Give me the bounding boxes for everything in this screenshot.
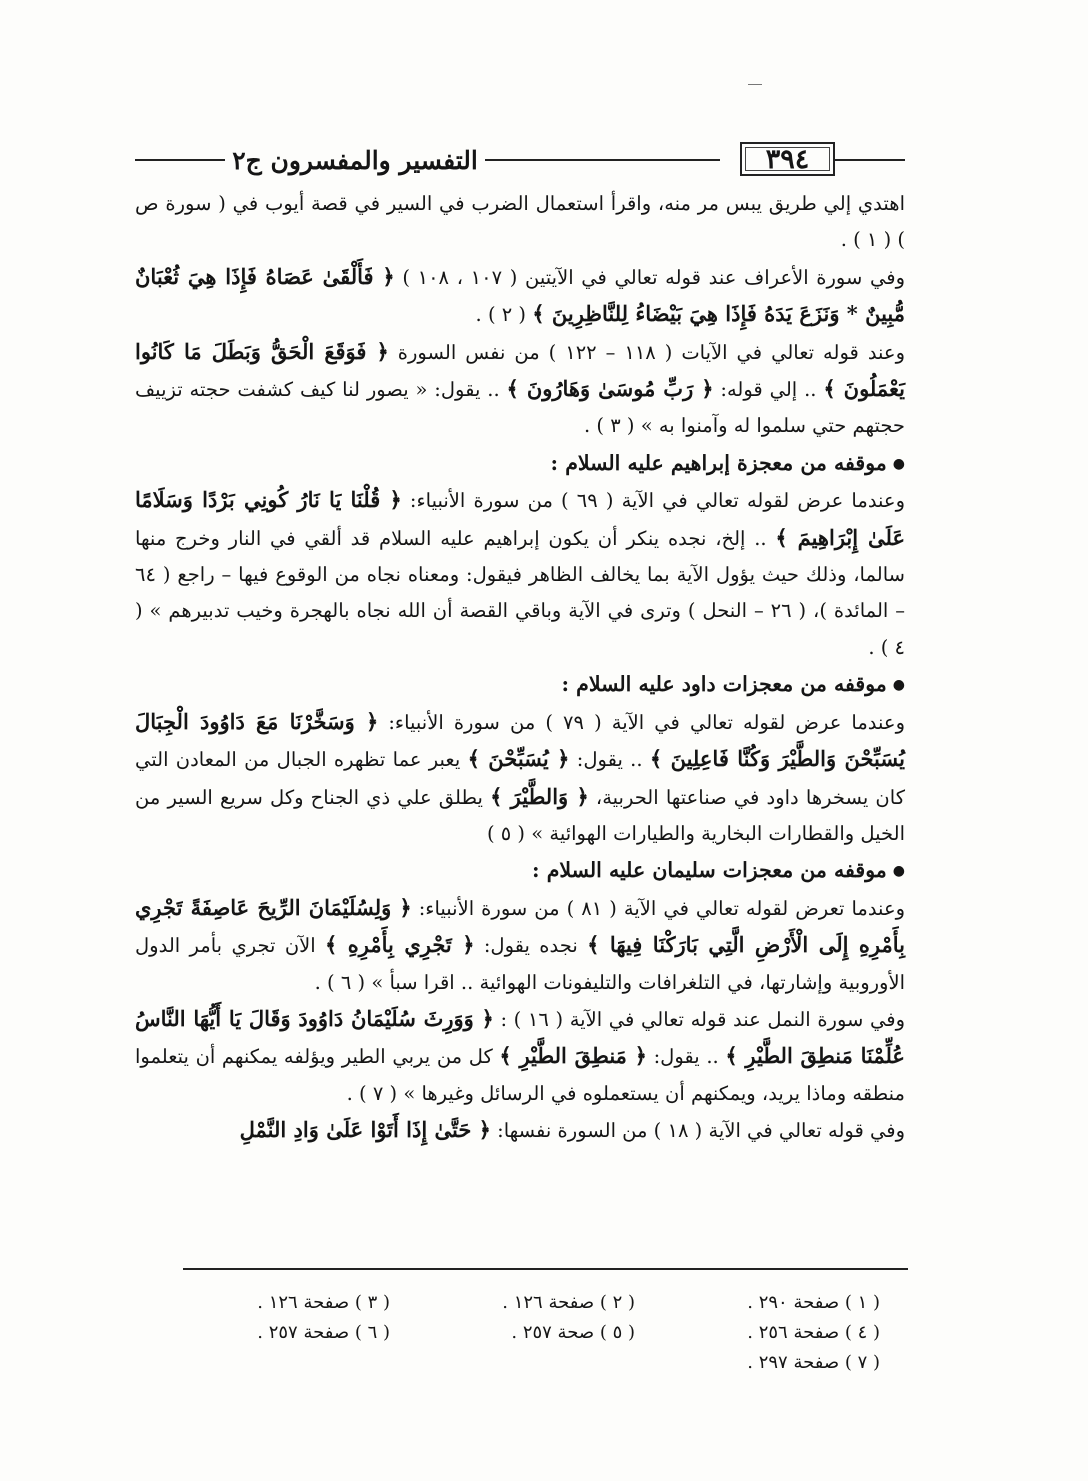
section-heading: ● موقفه من معجزات داود عليه السلام : xyxy=(135,666,905,703)
header-rule-right xyxy=(835,159,905,161)
footnote: ( ٧ ) صفحة ٢٩٧ . xyxy=(747,1352,880,1373)
paragraph: وعندما تعرض لقوله تعالي في الآية ( ٨١ ) من سورة الأنبياء: ﴿ وَلِسُلَيْمَانَ الرِّيحَ عَاصِفَةً تَجْرِي بِأَمْرِهِ إِلَى الْأَرْضِ الَّتِي بَارَكْنَا فِيهَا ﴾ نجده يقول: ﴿ تَجْرِي بِأَمْرِهِ ﴾ الآن تجري بأمر الدول الأوروبية وإشارتها، في التلغرافات والتليفونات الهوائية .. اقرا سبأ » ( ٦ ) . xyxy=(135,894,905,994)
quran-quote: ﴿ رَبِّ مُوسَىٰ وَهَارُونَ ﴾ xyxy=(506,376,714,402)
paragraph: وعندما عرض لقوله تعالي في الآية ( ٦٩ ) من سورة الأنبياء: ﴿ قُلْنَا يَا نَارُ كُونِي بَرْدًا وَسَلَامًا عَلَىٰ إِبْرَاهِيمَ ﴾ .. إلخ، نجده ينكر أن يكون إبراهيم عليه السلام قد ألقي في النار وخرج منها سالما، وذلك حيث يؤول الآية بما يخالف الظاهر فيقول: ومعناه نجاه من الوقوع فيها – راجع ( ٦٤ – المائدة )، ( ٢٦ – النحل ) وترى في الآية وباقي القصة أن الله نجاه بالهجرة وخيب تدبيرهم » ( ٤ ) . xyxy=(135,487,905,659)
page-header xyxy=(135,140,905,180)
quran-quote: ﴿ تَجْرِي بِأَمْرِهِ ﴾ xyxy=(325,932,475,958)
quran-quote: ﴿ وَالطَّيْرَ ﴾ xyxy=(490,783,589,809)
quran-quote: ﴿ فَأَلْقَىٰ عَصَاهُ فَإِذَا هِيَ ثُعْبَانٌ مُّبِينٌ * وَنَزَعَ يَدَهُ فَإِذَا هِيَ بَيْضَاءُ لِلنَّاظِرِينَ ﴾ xyxy=(135,263,905,327)
page-number: ٣٩٤ xyxy=(765,143,810,175)
footnote: ( ٦ ) صفحة ٢٥٧ . xyxy=(257,1322,390,1343)
quran-quote: ﴿ فَوَقَعَ الْحَقُّ وَبَطَلَ مَا كَانُوا يَعْمَلُونَ ﴾ xyxy=(135,338,905,402)
footnote: ( ١ ) صفحة ٢٩٠ . xyxy=(747,1292,880,1313)
paragraph: وفي قوله تعالي في الآية ( ١٨ ) من السورة نفسها: ﴿ حَتَّىٰ إِذَا أَتَوْا عَلَىٰ وَادِ النَّمْلِ xyxy=(239,1117,905,1143)
footnotes xyxy=(180,1288,880,1378)
footnote-row xyxy=(180,1318,880,1348)
footnote: ( ٤ ) صفحة ٢٥٦ . xyxy=(747,1322,880,1343)
footnote: ( ٢ ) صفحة ١٢٦ . xyxy=(502,1292,635,1313)
page-number-box xyxy=(740,142,835,176)
header-rule-middle xyxy=(485,159,720,161)
quran-quote: ﴿ وَلِسُلَيْمَانَ الرِّيحَ عَاصِفَةً تَجْرِي بِأَمْرِهِ إِلَى الْأَرْضِ الَّتِي بَارَكْنَا فِيهَا ﴾ xyxy=(135,894,905,958)
quran-quote: ﴿ وَوَرِثَ سُلَيْمَانُ دَاوُودَ وَقَالَ يَا أَيُّهَا النَّاسُ عُلِّمْنَا مَنطِقَ الطَّيْرِ ﴾ xyxy=(135,1005,905,1069)
footnote: ( ٥ ) صحة ٢٥٧ . xyxy=(511,1322,635,1343)
paragraph: وفي سورة النمل عند قوله تعالي في الآية ( ١٦ ) : ﴿ وَوَرِثَ سُلَيْمَانُ دَاوُودَ وَقَالَ يَا أَيُّهَا النَّاسُ عُلِّمْنَا مَنطِقَ الطَّيْرِ ﴾ .. يقول: ﴿ مَنطِقَ الطَّيْرِ ﴾ كل من يربي الطير ويؤلفه يمكنهم أن يتعلموا منطقه وماذا يريد، ويمكنهم أن يستعملوه في الرسائل وغيرها » ( ٧ ) . xyxy=(135,1005,905,1105)
paragraph: وعند قوله تعالي في الآيات ( ١١٨ – ١٢٢ ) من نفس السورة ﴿ فَوَقَعَ الْحَقُّ وَبَطَلَ مَا كَانُوا يَعْمَلُونَ ﴾ .. إلي قوله: ﴿ رَبِّ مُوسَىٰ وَهَارُونَ ﴾ .. يقول: « يصور لنا كيف كشفت حجته تزييف حجتهم حتي سلموا له وآمنوا به » ( ٣ ) . xyxy=(135,338,905,438)
quran-quote: ﴿ حَتَّىٰ إِذَا أَتَوْا عَلَىٰ وَادِ النَّمْلِ xyxy=(239,1117,491,1143)
paragraph: وفي سورة الأعراف عند قوله تعالي في الآيتين ( ١٠٧ ، ١٠٨ ) ﴿ فَأَلْقَىٰ عَصَاهُ فَإِذَا هِيَ ثُعْبَانٌ مُّبِينٌ * وَنَزَعَ يَدَهُ فَإِذَا هِيَ بَيْضَاءُ لِلنَّاظِرِينَ ﴾ ( ٢ ) . xyxy=(135,263,905,327)
quran-quote: ﴿ يُسَبِّحْنَ ﴾ xyxy=(467,746,570,772)
quran-quote: ﴿ مَنطِقَ الطَّيْرِ ﴾ xyxy=(499,1043,647,1069)
footnote-row xyxy=(180,1288,880,1318)
section-heading: ● موقفه من معجزات سليمان عليه السلام : xyxy=(135,852,905,889)
footnote: ( ٣ ) صفحة ١٢٦ . xyxy=(257,1292,390,1313)
quran-quote: ﴿ وَسَخَّرْنَا مَعَ دَاوُودَ الْجِبَالَ يُسَبِّحْنَ وَالطَّيْرَ وَكُنَّا فَاعِلِينَ ﴾ xyxy=(135,708,905,772)
quran-quote: ﴿ قُلْنَا يَا نَارُ كُونِي بَرْدًا وَسَلَامًا عَلَىٰ إِبْرَاهِيمَ ﴾ xyxy=(135,487,905,550)
scan-speck xyxy=(748,84,762,85)
section-heading: ● موقفه من معجزة إبراهيم عليه السلام : xyxy=(135,445,905,482)
header-rule-left xyxy=(135,159,225,161)
paragraph: اهتدي إلي طريق يبس مر منه، واقرأ استعمال الضرب في السير في قصة أيوب في ( سورة ص ) ( ١ ) . xyxy=(135,192,905,252)
paragraph: وعندما عرض لقوله تعالي في الآية ( ٧٩ ) من سورة الأنبياء: ﴿ وَسَخَّرْنَا مَعَ دَاوُودَ الْجِبَالَ يُسَبِّحْنَ وَالطَّيْرَ وَكُنَّا فَاعِلِينَ ﴾ .. يقول: ﴿ يُسَبِّحْنَ ﴾ يعبر عما تظهره الجبال من المعادن التي كان يسخرها داود في صناعتها الحربية، ﴿ وَالطَّيْرَ ﴾ يطلق علي ذي الجناح وكل سريع السير من الخيل والقطارات البخارية والطيارات الهوائية » ( ٥ ) xyxy=(135,708,905,845)
footnote-row xyxy=(180,1348,880,1378)
main-text xyxy=(135,186,905,1150)
footnote-separator xyxy=(183,1268,908,1270)
running-title: التفسير والمفسرون ج٢ xyxy=(232,145,478,175)
